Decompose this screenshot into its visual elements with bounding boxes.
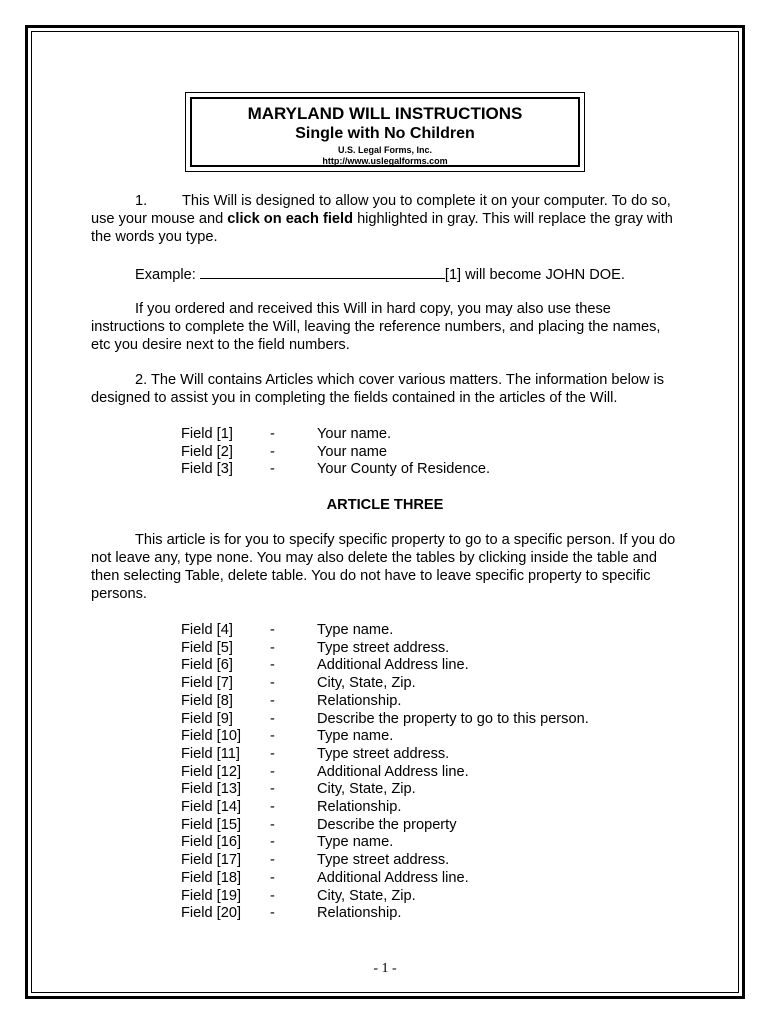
field-label: Field [9] [181, 710, 233, 727]
field-description: Type name. [317, 622, 394, 638]
field-label: Field [13] [181, 781, 242, 798]
document-title: MARYLAND WILL INSTRUCTIONS [247, 104, 523, 123]
field-label: Field [2] [181, 443, 233, 460]
field-dash: - [270, 639, 275, 656]
field-dash: - [270, 692, 275, 709]
field-description: Type name. [317, 728, 394, 745]
field-dash: - [270, 675, 275, 692]
field-label: Field [19] [181, 887, 242, 904]
field-dash: - [270, 745, 275, 762]
paragraph-hardcopy [91, 300, 681, 354]
paragraph-1 [91, 192, 681, 246]
field-description: Type street address. [317, 852, 450, 869]
field-dash: - [270, 781, 275, 798]
field-label: Field [15] [181, 816, 242, 833]
field-dash: - [270, 887, 275, 904]
field-label: Field [1] [181, 426, 233, 442]
field-dash: - [270, 869, 275, 886]
paragraph-1-text-b: highlighted in gray. This will replace the gray with the words you type. [91, 211, 673, 245]
company-url: http://www.uslegalforms.com [322, 156, 448, 166]
field-label: Field [6] [181, 657, 233, 674]
field-label: Field [17] [181, 852, 242, 869]
field-label: Field [10] [181, 728, 242, 745]
field-description: Your County of Residence. [317, 461, 491, 478]
field-dash: - [270, 710, 275, 727]
field-dash: - [270, 816, 275, 833]
field-dash: - [270, 763, 275, 780]
field-dash: - [270, 443, 275, 460]
example-label: Example: [135, 267, 200, 283]
field-description: Your name [317, 443, 388, 460]
field-label: Field [18] [181, 869, 242, 886]
field-label: Field [4] [181, 622, 233, 638]
document-subtitle: Single with No Children [295, 125, 475, 142]
field-dash: - [270, 799, 275, 815]
field-label: Field [14] [181, 799, 242, 815]
field-description: Additional Address line. [317, 763, 469, 780]
field-description: Describe the property [317, 816, 457, 833]
title-box [190, 97, 580, 167]
field-description: City, State, Zip. [317, 781, 416, 798]
field-description: City, State, Zip. [317, 675, 416, 692]
field-dash: - [270, 426, 275, 442]
field-description: Describe the property to go to this person. [317, 710, 589, 727]
paragraph-hardcopy-text: If you ordered and received this Will in hard copy, you may also use these instructions to complete the Will, leaving the reference numbers, and placing the names, etc you desire next to the field numbers. [91, 301, 661, 353]
field-description: Relationship. [317, 905, 402, 922]
field-label: Field [12] [181, 763, 242, 780]
field-dash: - [270, 622, 275, 638]
field-dash: - [270, 905, 275, 922]
paragraph-2 [91, 371, 681, 407]
paragraph-1-text-a: This Will is designed to allow you to complete it on your computer. To do so, use your mouse and [91, 193, 671, 227]
field-label: Field [7] [181, 675, 233, 692]
field-dash: - [270, 461, 275, 478]
article-three-text: This article is for you to specify specific property to go to a specific person. If you do not leave any, type none. You may also delete the tables by clicking inside the table and then selecting Table, delete table. You do not have to leave specific property to specific persons. [91, 532, 676, 602]
paragraph-1-bold: click on each field [227, 211, 354, 227]
field-description: Type name. [317, 834, 394, 851]
field-dash: - [270, 728, 275, 745]
field-description: Relationship. [317, 799, 402, 815]
field-dash: - [270, 657, 275, 674]
field-description: Additional Address line. [317, 657, 469, 674]
field-description: City, State, Zip. [317, 887, 416, 904]
example-suffix: [1] will become JOHN DOE. [444, 267, 625, 283]
example-line [91, 264, 681, 284]
field-description: Relationship. [317, 692, 402, 709]
article-three-heading: ARTICLE THREE [326, 497, 444, 513]
field-dash: - [270, 852, 275, 869]
field-label: Field [11] [181, 745, 240, 762]
field-label: Field [8] [181, 692, 233, 709]
field-description: Type street address. [317, 745, 450, 762]
field-description: Your name. [317, 426, 392, 442]
example-blank-field [200, 264, 445, 279]
article-three-paragraph [91, 531, 681, 603]
field-label: Field [16] [181, 834, 242, 851]
field-dash: - [270, 834, 275, 851]
field-description: Type street address. [317, 639, 450, 656]
paragraph-1-number: 1. [135, 193, 148, 209]
field-description: Additional Address line. [317, 869, 469, 886]
page-number: - 1 - [373, 961, 397, 976]
company-name: U.S. Legal Forms, Inc. [337, 145, 433, 155]
field-label: Field [5] [181, 639, 233, 656]
field-label: Field [3] [181, 461, 233, 478]
paragraph-2-text: 2. The Will contains Articles which cover various matters. The information below is designed to assist you in completing the fields contained in the articles of the Will. [91, 372, 665, 406]
field-label: Field [20] [181, 905, 242, 922]
